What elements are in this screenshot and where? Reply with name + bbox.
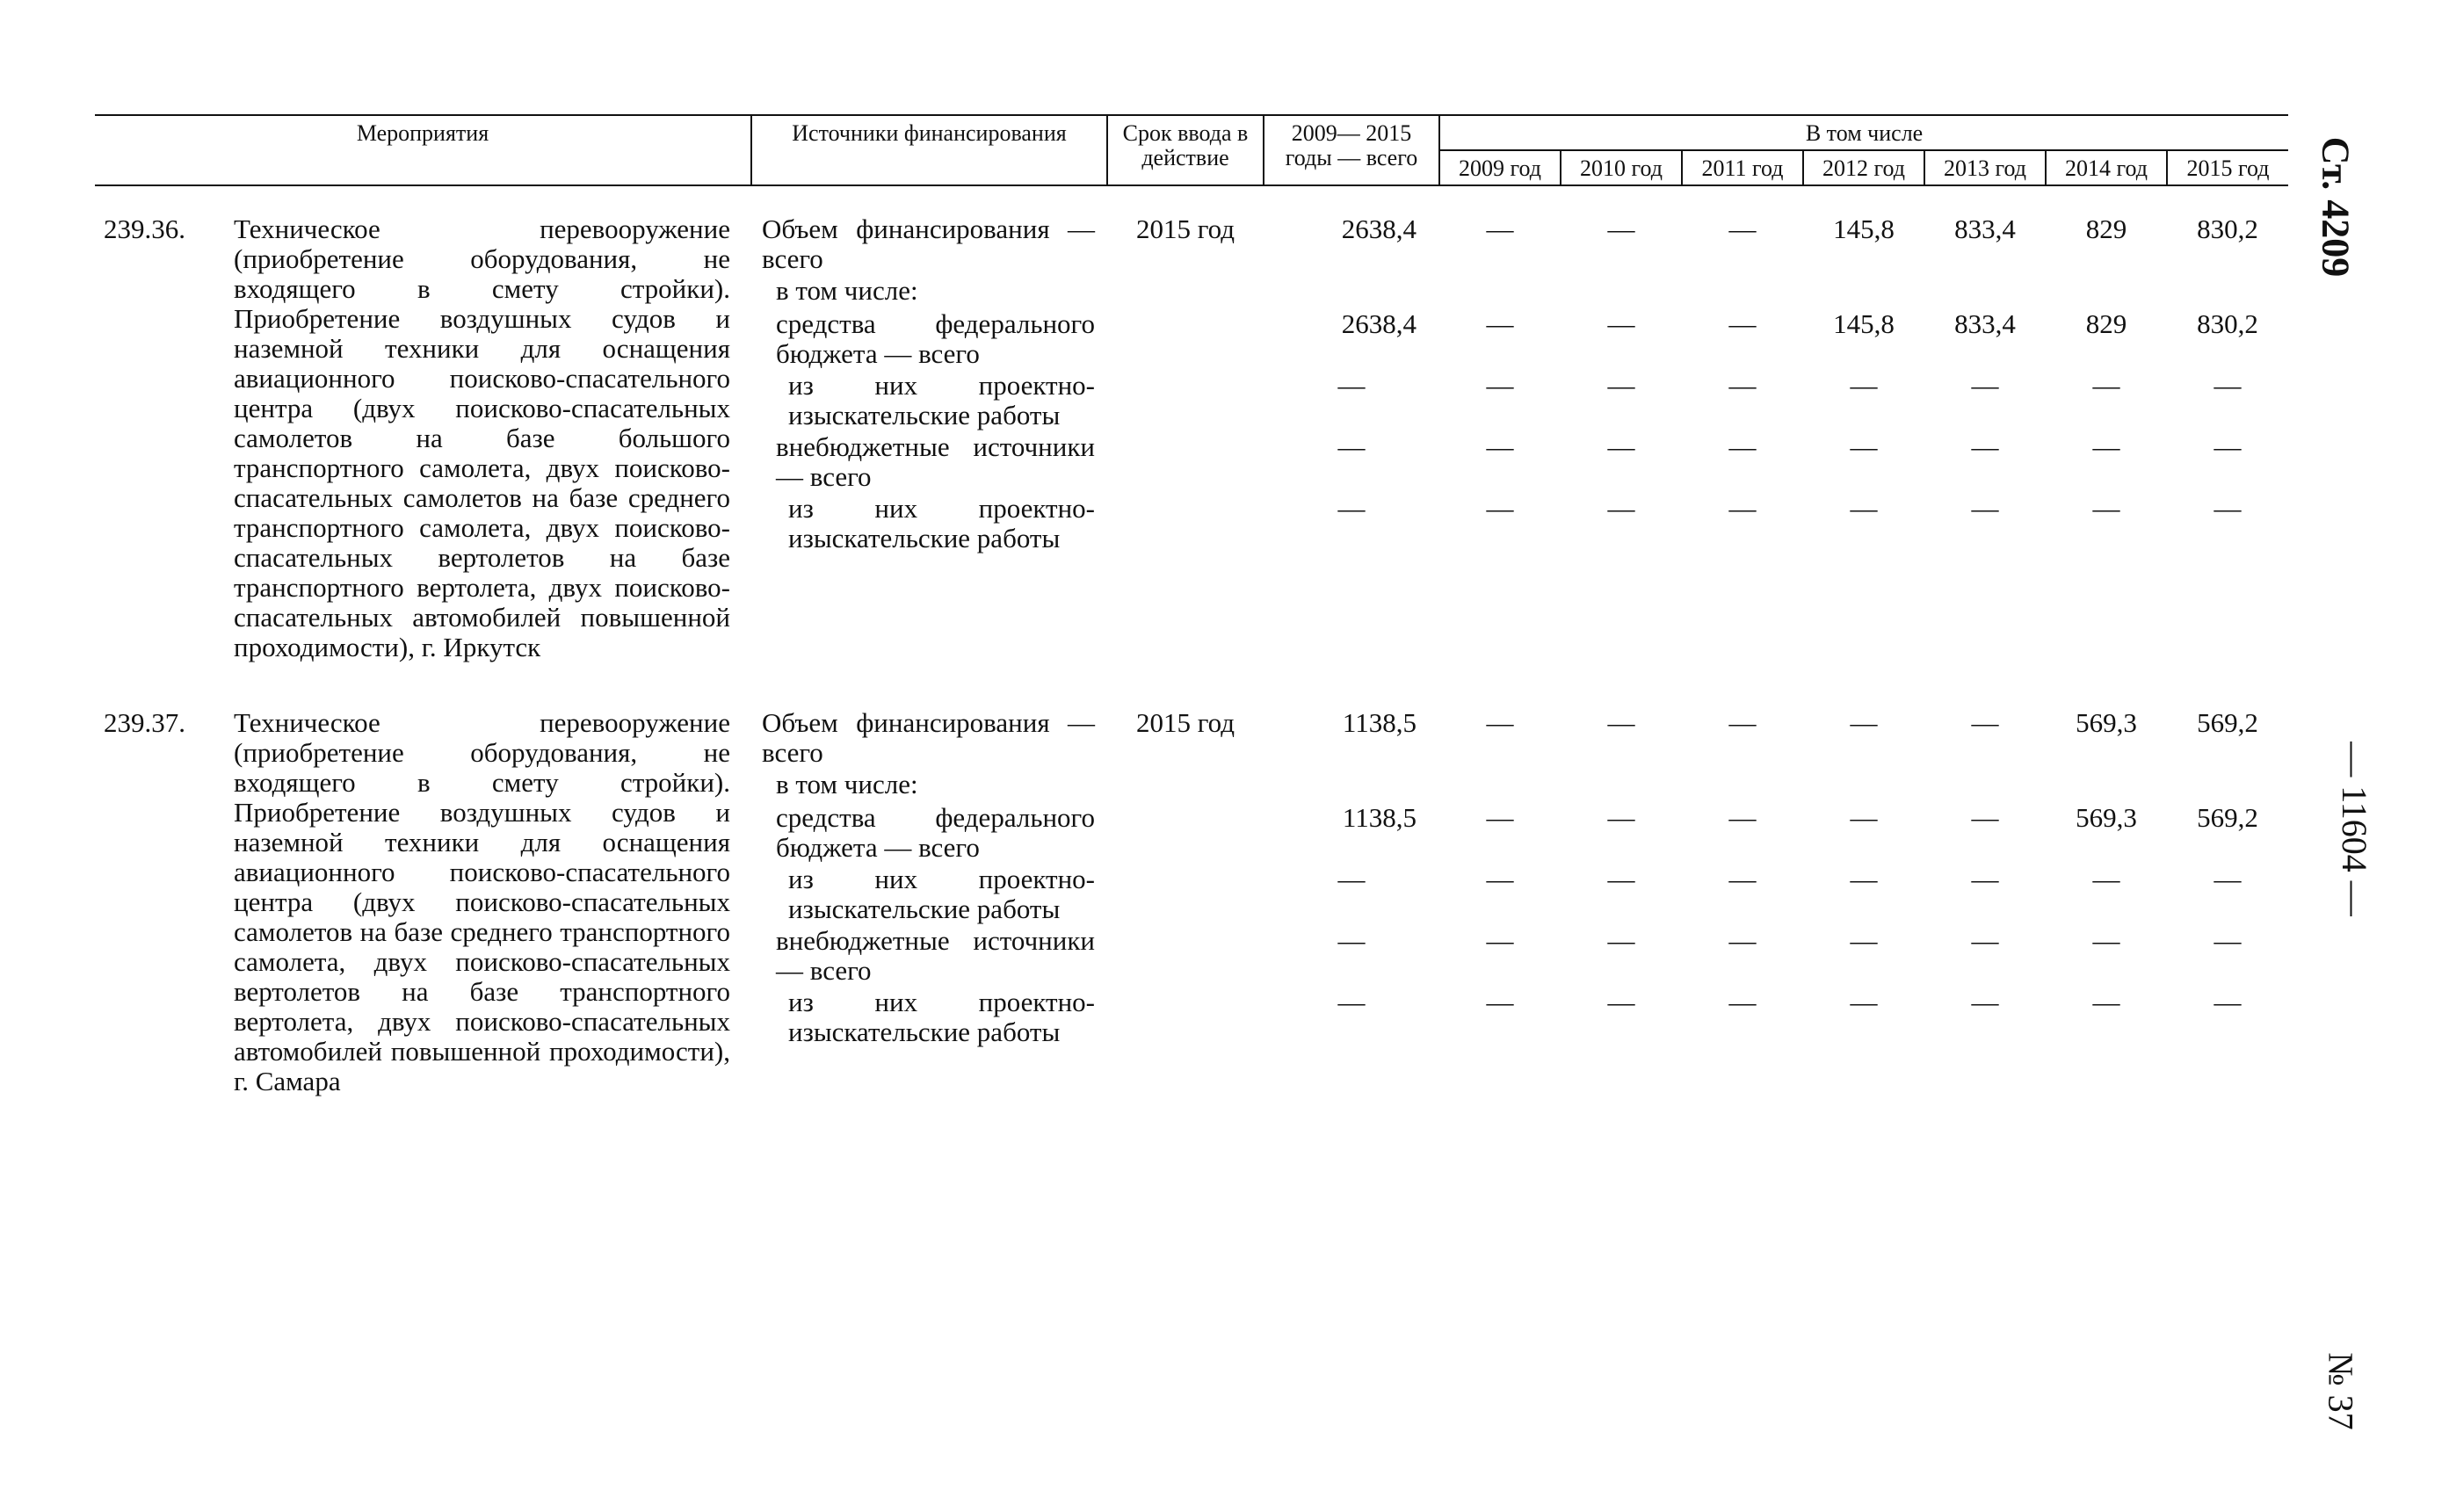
row-totals [1264, 185, 1439, 662]
year-col [1682, 680, 1803, 1096]
value [1924, 276, 2046, 309]
year-col [1924, 185, 2046, 662]
value: — [1607, 987, 1635, 1017]
value: — [1728, 987, 1757, 1017]
header-total: 2009— 2015 годы — всего [1264, 115, 1439, 185]
year-col [2046, 680, 2167, 1096]
value: — [1971, 802, 1999, 833]
value: — [1850, 987, 1878, 1017]
page-number: Ст. 4209 [2314, 136, 2358, 278]
header-year: 2010 год [1561, 150, 1682, 185]
value: 829 [2085, 308, 2127, 339]
table-row [95, 185, 2288, 662]
value: — [1850, 370, 1878, 401]
value: — [1337, 370, 1366, 401]
value: — [1728, 802, 1757, 833]
value: — [1728, 707, 1757, 738]
table-row [95, 680, 2288, 1096]
header-including: В том числе [1439, 115, 2288, 150]
value: — [1971, 925, 1999, 956]
header-year: 2013 год [1924, 150, 2046, 185]
value: 1138,5 [1342, 707, 1417, 738]
source-line: из них проектно-изыскательские работы [788, 987, 1095, 1047]
source-line: Объем финансирования — всего [762, 213, 1095, 274]
header-year: 2011 год [1682, 150, 1803, 185]
value: 2638,4 [1341, 213, 1417, 244]
value: — [2214, 864, 2242, 894]
year-col [1439, 680, 1561, 1096]
row-term: 2015 год [1135, 707, 1235, 738]
row-description: Техническое перевооружение (приобретение оборудования, не входящего в смету стройки). Приобретение воздушных судов и наземной техники для оснащения авиационного поисково-спасательного центра (двух поисково-спасательных самолетов на базе среднего транспортного самолета, двух поисково-спасательных вертолетов на базе транспортного вертолета, двух поисково-спасательных автомобилей повышенной проходимости), г. Самара [234, 707, 730, 1096]
value: — [1607, 370, 1635, 401]
document-number: — 11604 — [2334, 742, 2374, 916]
header-year: 2015 год [2167, 150, 2288, 185]
issue-number: № 37 [2321, 1352, 2361, 1430]
source-line: из них проектно-изыскательские работы [788, 370, 1095, 430]
value [1682, 770, 1803, 803]
value: — [1486, 987, 1514, 1017]
source-line: средства федерального бюджета — всего [776, 308, 1095, 369]
value: — [1486, 308, 1514, 339]
value: 145,8 [1833, 308, 1895, 339]
value: — [1971, 987, 1999, 1017]
value [1439, 276, 1561, 309]
source-line: в том числе: [776, 769, 918, 799]
year-col [1924, 680, 2046, 1096]
value: 569,3 [2076, 802, 2137, 833]
header-term: Срок ввода в действие [1107, 115, 1264, 185]
value [1803, 770, 1924, 803]
value: — [1607, 707, 1635, 738]
year-col [2167, 185, 2288, 662]
value: 833,4 [1954, 213, 2016, 244]
value [1264, 276, 1439, 309]
value: — [1728, 370, 1757, 401]
value: — [1971, 431, 1999, 462]
value: — [2092, 925, 2120, 956]
value: — [1850, 802, 1878, 833]
year-col [1561, 680, 1682, 1096]
value: — [1337, 431, 1366, 462]
value: 145,8 [1833, 213, 1895, 244]
value: — [1607, 864, 1635, 894]
value: — [1486, 707, 1514, 738]
header-sources: Источники финансирования [751, 115, 1107, 185]
value: — [2092, 987, 2120, 1017]
value: — [2214, 925, 2242, 956]
year-col [1439, 185, 1561, 662]
value: — [1971, 707, 1999, 738]
value: 833,4 [1954, 308, 2016, 339]
value: — [1728, 308, 1757, 339]
value: — [1728, 864, 1757, 894]
value: — [2092, 864, 2120, 894]
row-sources [751, 680, 1107, 1096]
source-line: из них проектно-изыскательские работы [788, 493, 1095, 553]
value: — [1728, 493, 1757, 524]
value: 569,2 [2197, 802, 2258, 833]
value: 830,2 [2197, 213, 2258, 244]
row-number: 239.37. [104, 707, 185, 738]
value: — [1486, 431, 1514, 462]
value: 569,2 [2197, 707, 2258, 738]
value: — [1486, 370, 1514, 401]
value: — [1607, 213, 1635, 244]
value: — [1607, 925, 1635, 956]
value [1561, 276, 1682, 309]
value: — [1607, 431, 1635, 462]
year-col [2167, 680, 2288, 1096]
value [2046, 770, 2167, 803]
value: — [2214, 370, 2242, 401]
value [1924, 770, 2046, 803]
value: — [1850, 431, 1878, 462]
value: — [1728, 431, 1757, 462]
source-line: внебюджетные источники — всего [776, 925, 1095, 986]
value: — [1486, 802, 1514, 833]
value: — [1850, 864, 1878, 894]
value: — [1850, 925, 1878, 956]
row-description: Техническое перевооружение (приобретение оборудования, не входящего в смету стройки). Приобретение воздушных судов и наземной техники для оснащения авиационного поисково-спасательного центра (двух поисково-спасательных самолетов на базе большого транспортного самолета, двух поисково-спасательных самолетов на базе среднего транспортного самолета, двух поисково-спасательных вертолетов на базе транспортного вертолета, двух поисково-спасательных автомобилей повышенной проходимости), г. Иркутск [234, 213, 730, 662]
value: — [1728, 213, 1757, 244]
value: — [2092, 431, 2120, 462]
row-term: 2015 год [1135, 213, 1235, 244]
year-col [1561, 185, 1682, 662]
value: — [1337, 493, 1366, 524]
year-col [1682, 185, 1803, 662]
header-year: 2014 год [2046, 150, 2167, 185]
value [1682, 276, 1803, 309]
value [1803, 276, 1924, 309]
value: 830,2 [2197, 308, 2258, 339]
row-sources [751, 185, 1107, 662]
row-number: 239.36. [104, 213, 185, 244]
source-line: в том числе: [776, 275, 918, 306]
value: — [2092, 493, 2120, 524]
value: — [1607, 308, 1635, 339]
value: — [1607, 802, 1635, 833]
value [1439, 770, 1561, 803]
header-year: 2012 год [1803, 150, 1924, 185]
value: — [1486, 493, 1514, 524]
value [1561, 770, 1682, 803]
value: — [1607, 493, 1635, 524]
value [2167, 276, 2288, 309]
value: — [2092, 370, 2120, 401]
value: — [1850, 493, 1878, 524]
value: — [2214, 987, 2242, 1017]
value: — [1728, 925, 1757, 956]
value: 829 [2085, 213, 2127, 244]
value [2167, 770, 2288, 803]
value: — [1486, 925, 1514, 956]
value: — [1486, 213, 1514, 244]
value: 2638,4 [1341, 308, 1417, 339]
value: — [1971, 493, 1999, 524]
value: — [1971, 370, 1999, 401]
value [1264, 770, 1439, 803]
value: — [1337, 925, 1366, 956]
value: — [1337, 864, 1366, 894]
value: — [2214, 431, 2242, 462]
source-line: Объем финансирования — всего [762, 707, 1095, 768]
header-measures: Мероприятия [95, 115, 751, 185]
value: 1138,5 [1342, 802, 1417, 833]
value: — [1971, 864, 1999, 894]
value [2046, 276, 2167, 309]
value: — [1486, 864, 1514, 894]
value: — [1337, 987, 1366, 1017]
year-col [1803, 185, 1924, 662]
row-totals [1264, 680, 1439, 1096]
year-col [1803, 680, 1924, 1096]
header-year: 2009 год [1439, 150, 1561, 185]
source-line: из них проектно-изыскательские работы [788, 864, 1095, 924]
year-col [2046, 185, 2167, 662]
value: — [1850, 707, 1878, 738]
value: — [2214, 493, 2242, 524]
source-line: внебюджетные источники — всего [776, 431, 1095, 492]
value: 569,3 [2076, 707, 2137, 738]
financing-table [95, 114, 2288, 1096]
source-line: средства федерального бюджета — всего [776, 802, 1095, 863]
